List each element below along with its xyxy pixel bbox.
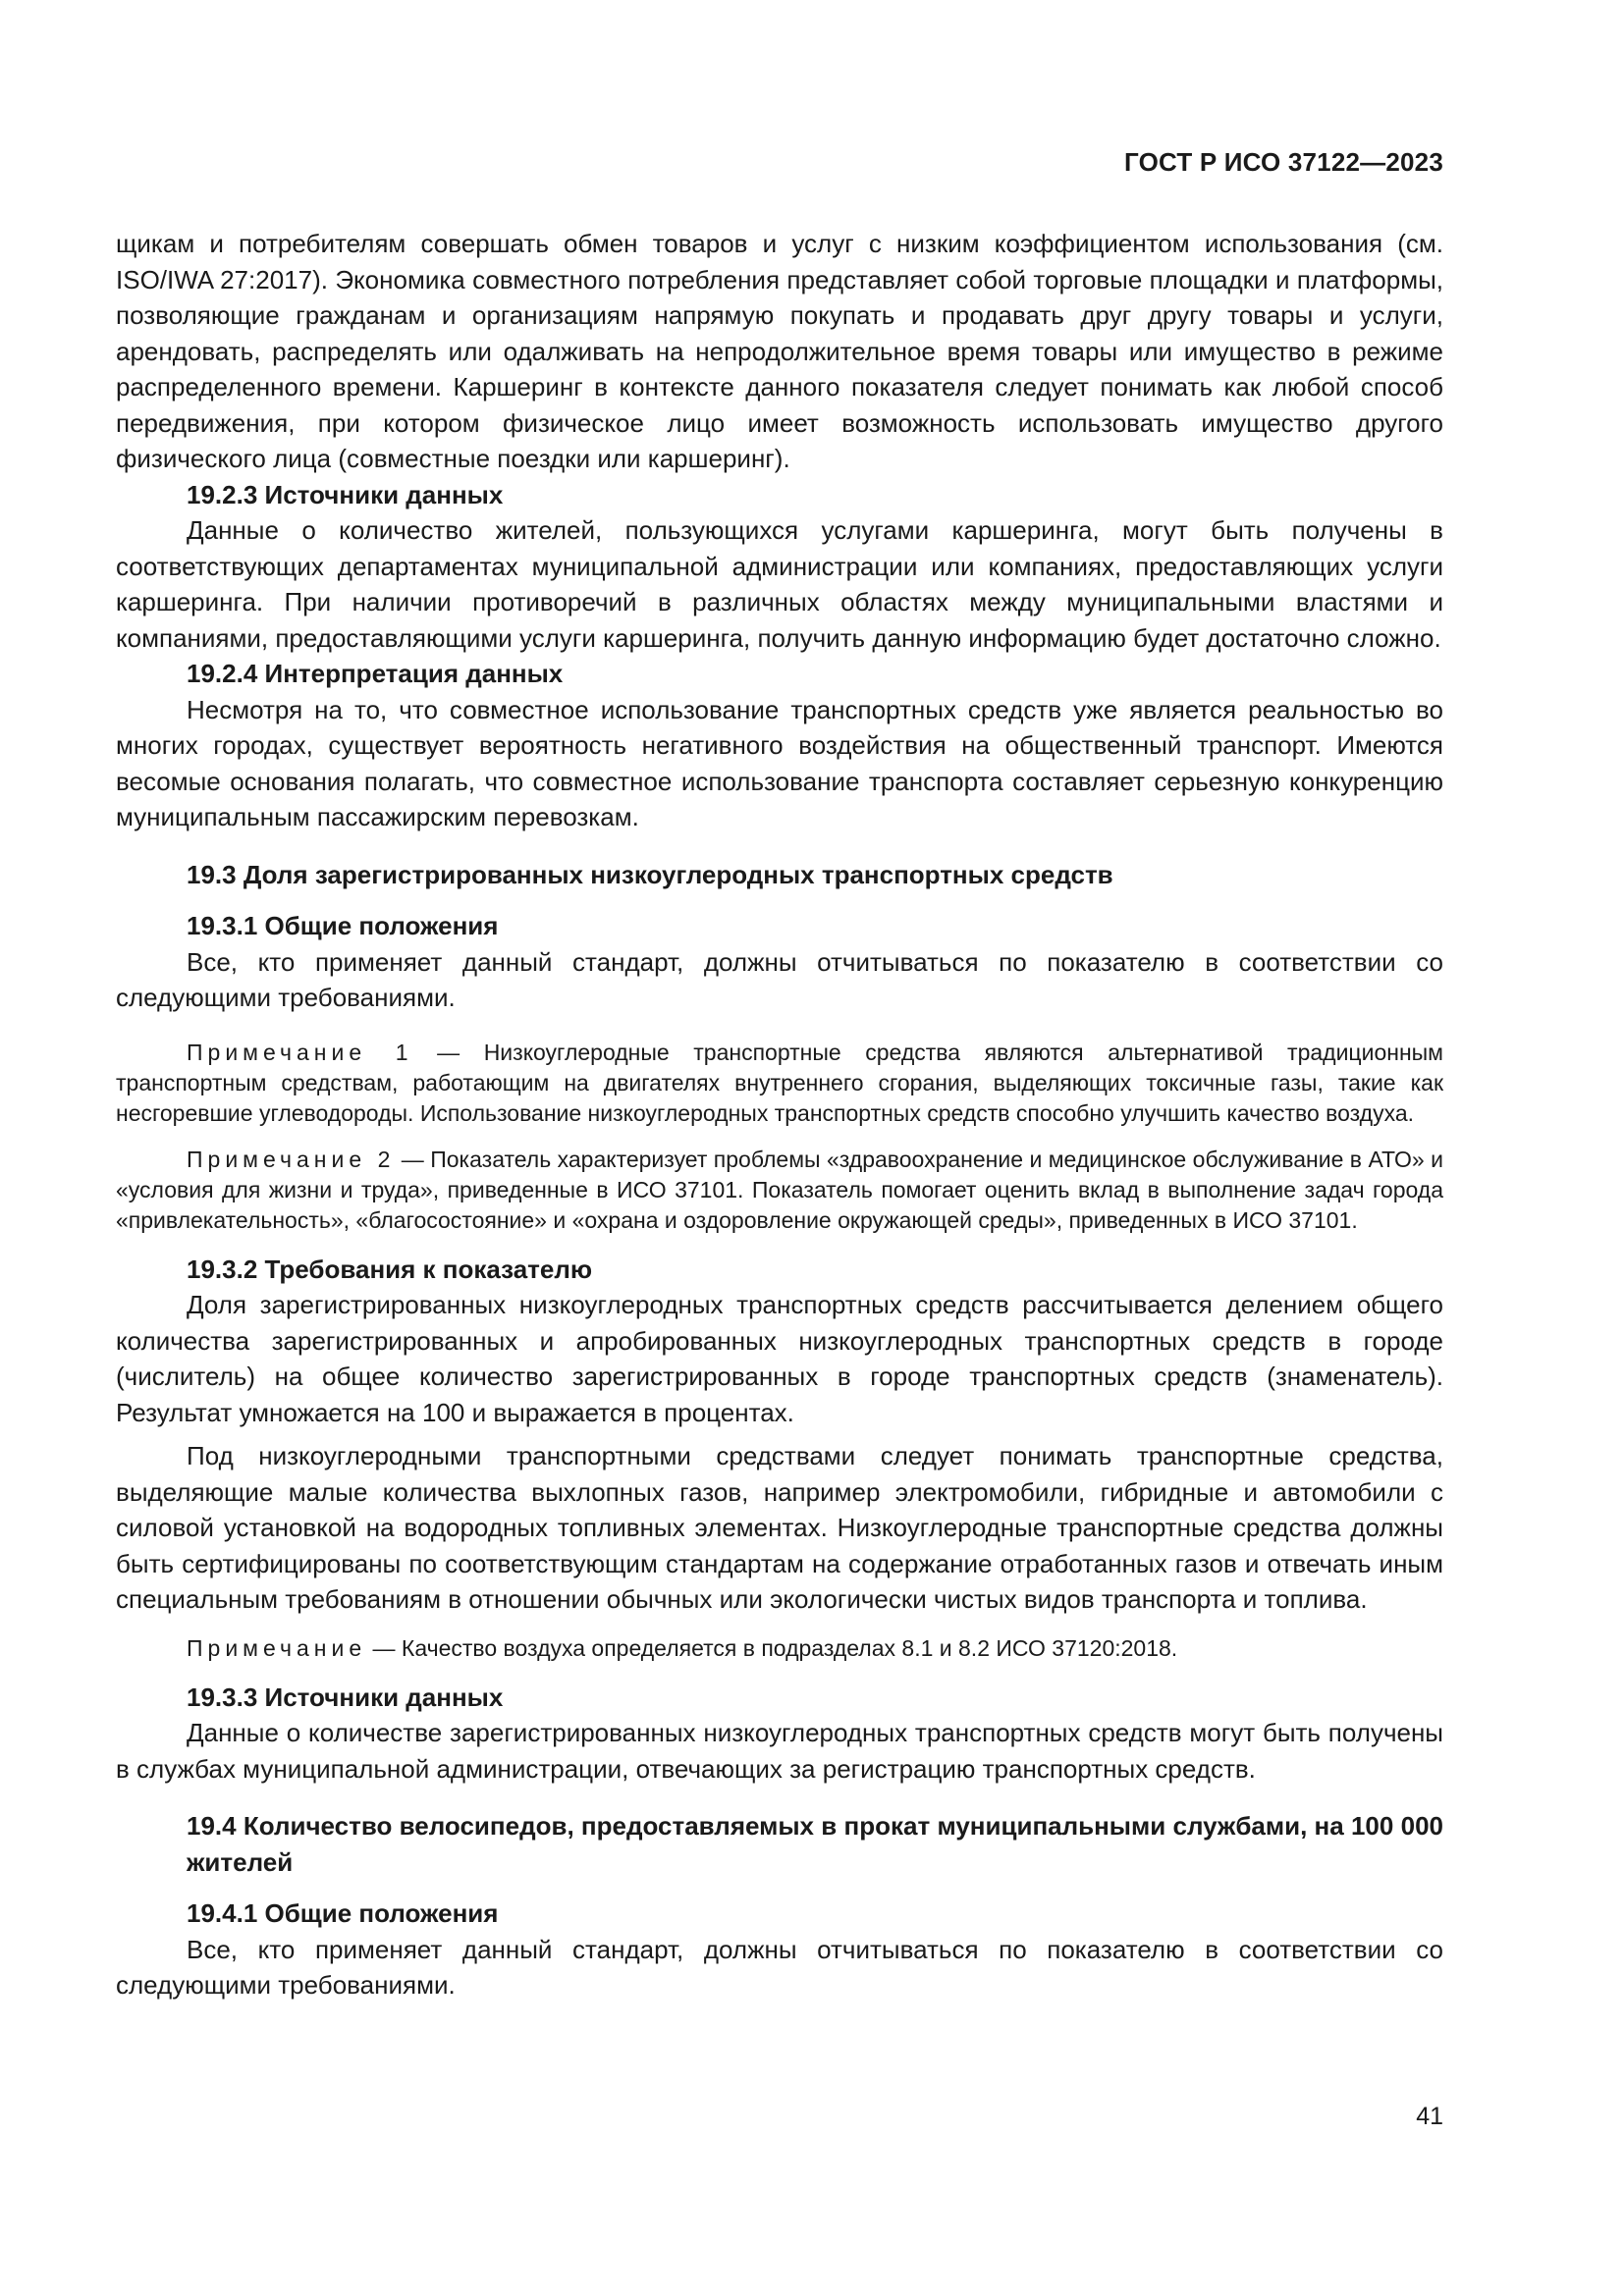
note-label: Примечание <box>187 1634 367 1661</box>
note-text: — Низкоуглеродные транспортные средства являются альтернативой традиционным транспортным средствам, работающим на двигателях внутреннего сгорания, выделяющих токсичные газы, такие как несгоревшие углеводороды. Использование низкоуглеродных транспортных средств способно улучшить качество воздуха. <box>116 1039 1443 1126</box>
section-heading-19-2-3: 19.2.3 Источники данных <box>187 479 504 509</box>
paragraph: Все, кто применяет данный стандарт, должны отчитываться по показателю в соответствии со следующими требованиями. <box>116 946 1443 1012</box>
document-header: ГОСТ Р ИСО 37122—2023 <box>1123 147 1443 177</box>
section-heading-19-3-3: 19.3.3 Источники данных <box>187 1682 504 1712</box>
paragraph-continuation: щикам и потребителям совершать обмен товаров и услуг с низким коэффициентом использования (см. ISO/IWA 27:2017). Экономика совместного потребления представляет собой торговые площадки и платформы, позволяющие гражданам и организациям напрямую покупать и продавать друг другу товары и услуги, арендовать, распределять или одалживать на непродолжительное время товары или имущество в режиме распределенного времени. Каршеринг в контексте данного показателя следует понимать как любой способ передвижения, при котором физическое лицо имеет возможность использовать имущество другого физического лица (совместные поездки или каршеринг). <box>116 229 1443 473</box>
section-heading-19-3: 19.3 Доля зарегистрированных низкоуглеродных транспортных средств <box>187 859 1113 889</box>
note-text: — Качество воздуха определяется в подразделах 8.1 и 8.2 ИСО 37120:2018. <box>366 1634 1178 1661</box>
paragraph: Данные о количестве зарегистрированных низкоуглеродных транспортных средств могут быть получены в службах муниципальной администрации, отвечающих за регистрацию транспортных средств. <box>116 1718 1443 1784</box>
paragraph: Доля зарегистрированных низкоуглеродных транспортных средств рассчитывается делением общего количества зарегистрированных и апробированных низкоуглеродных транспортных средств в городе (числитель) на общее количество зарегистрированных в городе транспортных средств (знаменатель). Результат умножается на 100 и выражается в процентах. <box>116 1290 1443 1427</box>
document-body <box>116 226 1443 2003</box>
note-label: Примечание 2 <box>187 1146 396 1172</box>
note-1 <box>116 1038 1443 1129</box>
paragraph: Все, кто применяет данный стандарт, должны отчитываться по показателю в соответствии со следующими требованиями. <box>116 1934 1443 2000</box>
section-heading-19-4-1: 19.4.1 Общие положения <box>187 1898 499 1928</box>
note-text: — Показатель характеризует проблемы «здравоохранение и медицинское обслуживание в АТО» и «условия для жизни и труда», приведенные в ИСО 37101. Показатель помогает оценить вклад в выполнение задач города «привлекательность», «благосостояние» и «охрана и оздоровление окружающей среды», приведенных в ИСО 37101. <box>116 1146 1443 1233</box>
section-heading-19-2-4: 19.2.4 Интерпретация данных <box>187 659 564 688</box>
note-label: Примечание 1 <box>187 1039 413 1065</box>
note <box>116 1633 1443 1664</box>
note-2 <box>116 1145 1443 1236</box>
paragraph: Несмотря на то, что совместное использование транспортных средств уже является реальностью во многих городах, существует вероятность негативного воздействия на общественный транспорт. Имеются весомые основания полагать, что совместное использование транспорта составляет серьезную конкуренцию муниципальным пассажирским перевозкам. <box>116 694 1443 831</box>
paragraph: Данные о количество жителей, пользующихся услугами каршеринга, могут быть получены в соответствующих департаментах муниципальной администрации или компаниях, предоставляющих услуги каршеринга. При наличии противоречий в различных областях между муниципальными властями и компаниями, предоставляющими услуги каршеринга, получить данную информацию будет достаточно сложно. <box>116 515 1443 653</box>
section-heading-19-4: 19.4 Количество велосипедов, предоставляемых в прокат муниципальными службами, на 100 000 жителей <box>187 1811 1443 1877</box>
paragraph: Под низкоуглеродными транспортными средствами следует понимать транспортные средства, выделяющие малые количества выхлопных газов, например электромобили, гибридные и автомобили с силовой установкой на водородных топливных элементах. Низкоуглеродные транспортные средства должны быть сертифицированы по соответствующим стандартам на содержание отработанных газов и отвечать иным специальным требованиям в отношении обычных или экологически чистых видов транспорта и топлива. <box>116 1441 1443 1614</box>
section-heading-19-3-1: 19.3.1 Общие положения <box>187 911 499 940</box>
page-number: 41 <box>1416 2103 1443 2130</box>
section-heading-19-3-2: 19.3.2 Требования к показателю <box>187 1254 593 1284</box>
